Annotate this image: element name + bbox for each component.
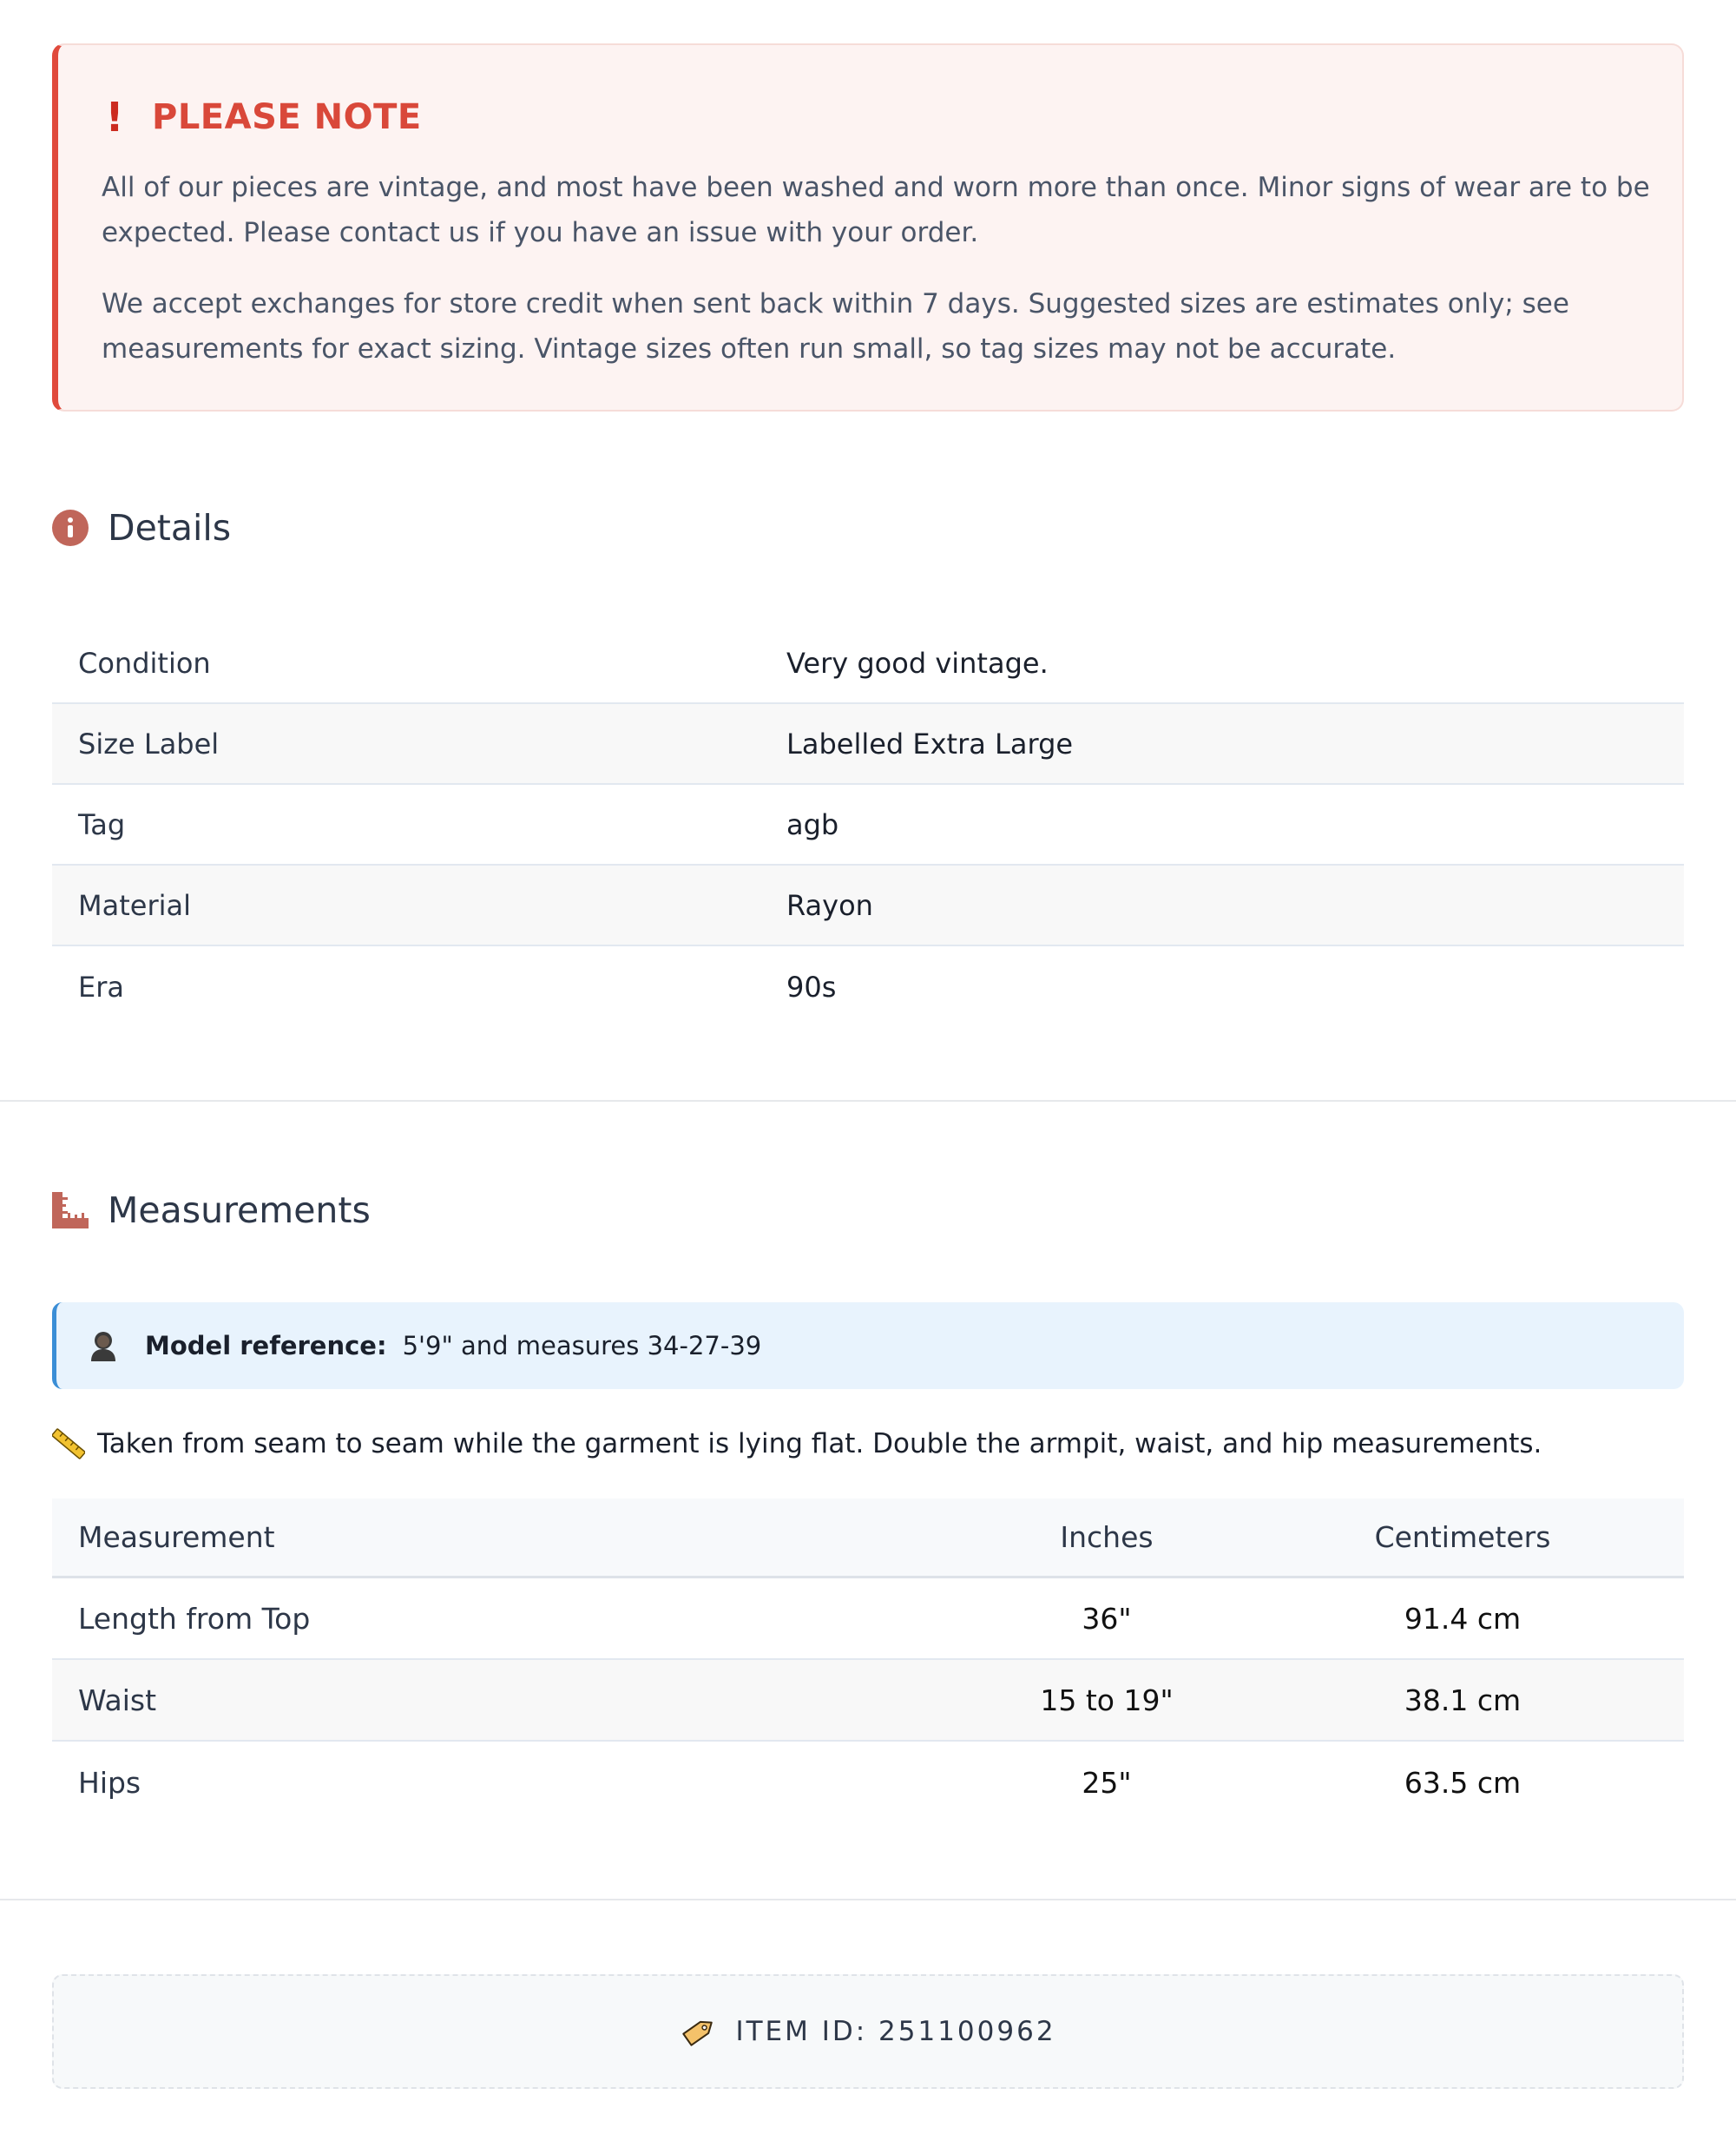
section-divider xyxy=(0,1899,1736,1900)
measurements-title: Measurements xyxy=(108,1189,371,1231)
detail-value: 90s xyxy=(786,970,837,1004)
detail-label: Tag xyxy=(78,807,126,841)
measurement-inches: 36" xyxy=(1082,1601,1132,1636)
measurement-name: Hips xyxy=(78,1765,141,1800)
detail-value: agb xyxy=(786,807,839,841)
note-title: PLEASE NOTE xyxy=(152,97,422,137)
detail-value: Labelled Extra Large xyxy=(786,727,1074,761)
ruler-icon xyxy=(52,1192,89,1228)
measurements-table xyxy=(52,1498,1684,1823)
column-header: Centimeters xyxy=(1374,1520,1551,1554)
measurements-heading xyxy=(52,1189,371,1231)
measurement-hint xyxy=(52,1427,1542,1460)
detail-value: Rayon xyxy=(786,888,873,922)
table-row xyxy=(52,785,1684,866)
tag-icon xyxy=(680,2012,718,2051)
detail-label: Material xyxy=(78,888,191,922)
section-divider xyxy=(0,1100,1736,1102)
model-reference-value: 5'9" and measures 34-27-39 xyxy=(402,1331,762,1360)
measurement-name: Length from Top xyxy=(78,1601,311,1636)
table-row xyxy=(52,946,1684,1027)
please-note-box xyxy=(52,43,1684,412)
note-header xyxy=(102,94,422,141)
table-row xyxy=(52,1578,1684,1660)
measurement-inches: 25" xyxy=(1082,1765,1132,1800)
details-title: Details xyxy=(108,507,232,549)
details-heading xyxy=(52,507,231,549)
table-row xyxy=(52,1660,1684,1742)
measurement-hint-text: Taken from seam to seam while the garment is lying flat. Double the armpit, waist, and hip measurements. xyxy=(97,1428,1542,1459)
measurement-name: Waist xyxy=(78,1683,157,1717)
item-id-box xyxy=(52,1974,1684,2089)
detail-label: Era xyxy=(78,970,124,1004)
measurement-cm: 38.1 cm xyxy=(1404,1683,1522,1717)
measurement-inches: 15 to 19" xyxy=(1040,1683,1174,1717)
measurement-cm: 91.4 cm xyxy=(1404,1601,1522,1636)
detail-value: Very good vintage. xyxy=(786,646,1049,680)
detail-label: Condition xyxy=(78,646,211,680)
table-row xyxy=(52,866,1684,946)
model-reference-box xyxy=(52,1302,1684,1389)
table-row xyxy=(52,704,1684,785)
table-row xyxy=(52,1742,1684,1823)
detail-label: Size Label xyxy=(78,727,220,761)
table-header xyxy=(52,1498,1684,1578)
column-header: Inches xyxy=(1060,1520,1154,1554)
exclamation-icon: ! xyxy=(105,94,124,141)
person-icon xyxy=(88,1330,119,1361)
ruler-icon xyxy=(52,1427,85,1460)
column-header: Measurement xyxy=(78,1520,275,1554)
table-row xyxy=(52,623,1684,704)
measurement-cm: 63.5 cm xyxy=(1404,1765,1522,1800)
note-paragraph-1: All of our pieces are vintage, and most have been washed and worn more than once. Minor signs of wear are to be expected. Please contact us if you have an issue with your order. xyxy=(102,172,1650,248)
note-paragraph-2: We accept exchanges for store credit when sent back within 7 days. Suggested sizes are estimates only; see measurements for exact sizing. Vintage sizes often run small, so tag sizes may not be accurate. xyxy=(102,288,1569,365)
item-id-text: ITEM ID: 251100962 xyxy=(735,2016,1056,2047)
info-icon xyxy=(52,510,89,546)
model-reference-label: Model reference: xyxy=(145,1331,387,1360)
details-table xyxy=(52,623,1684,1027)
